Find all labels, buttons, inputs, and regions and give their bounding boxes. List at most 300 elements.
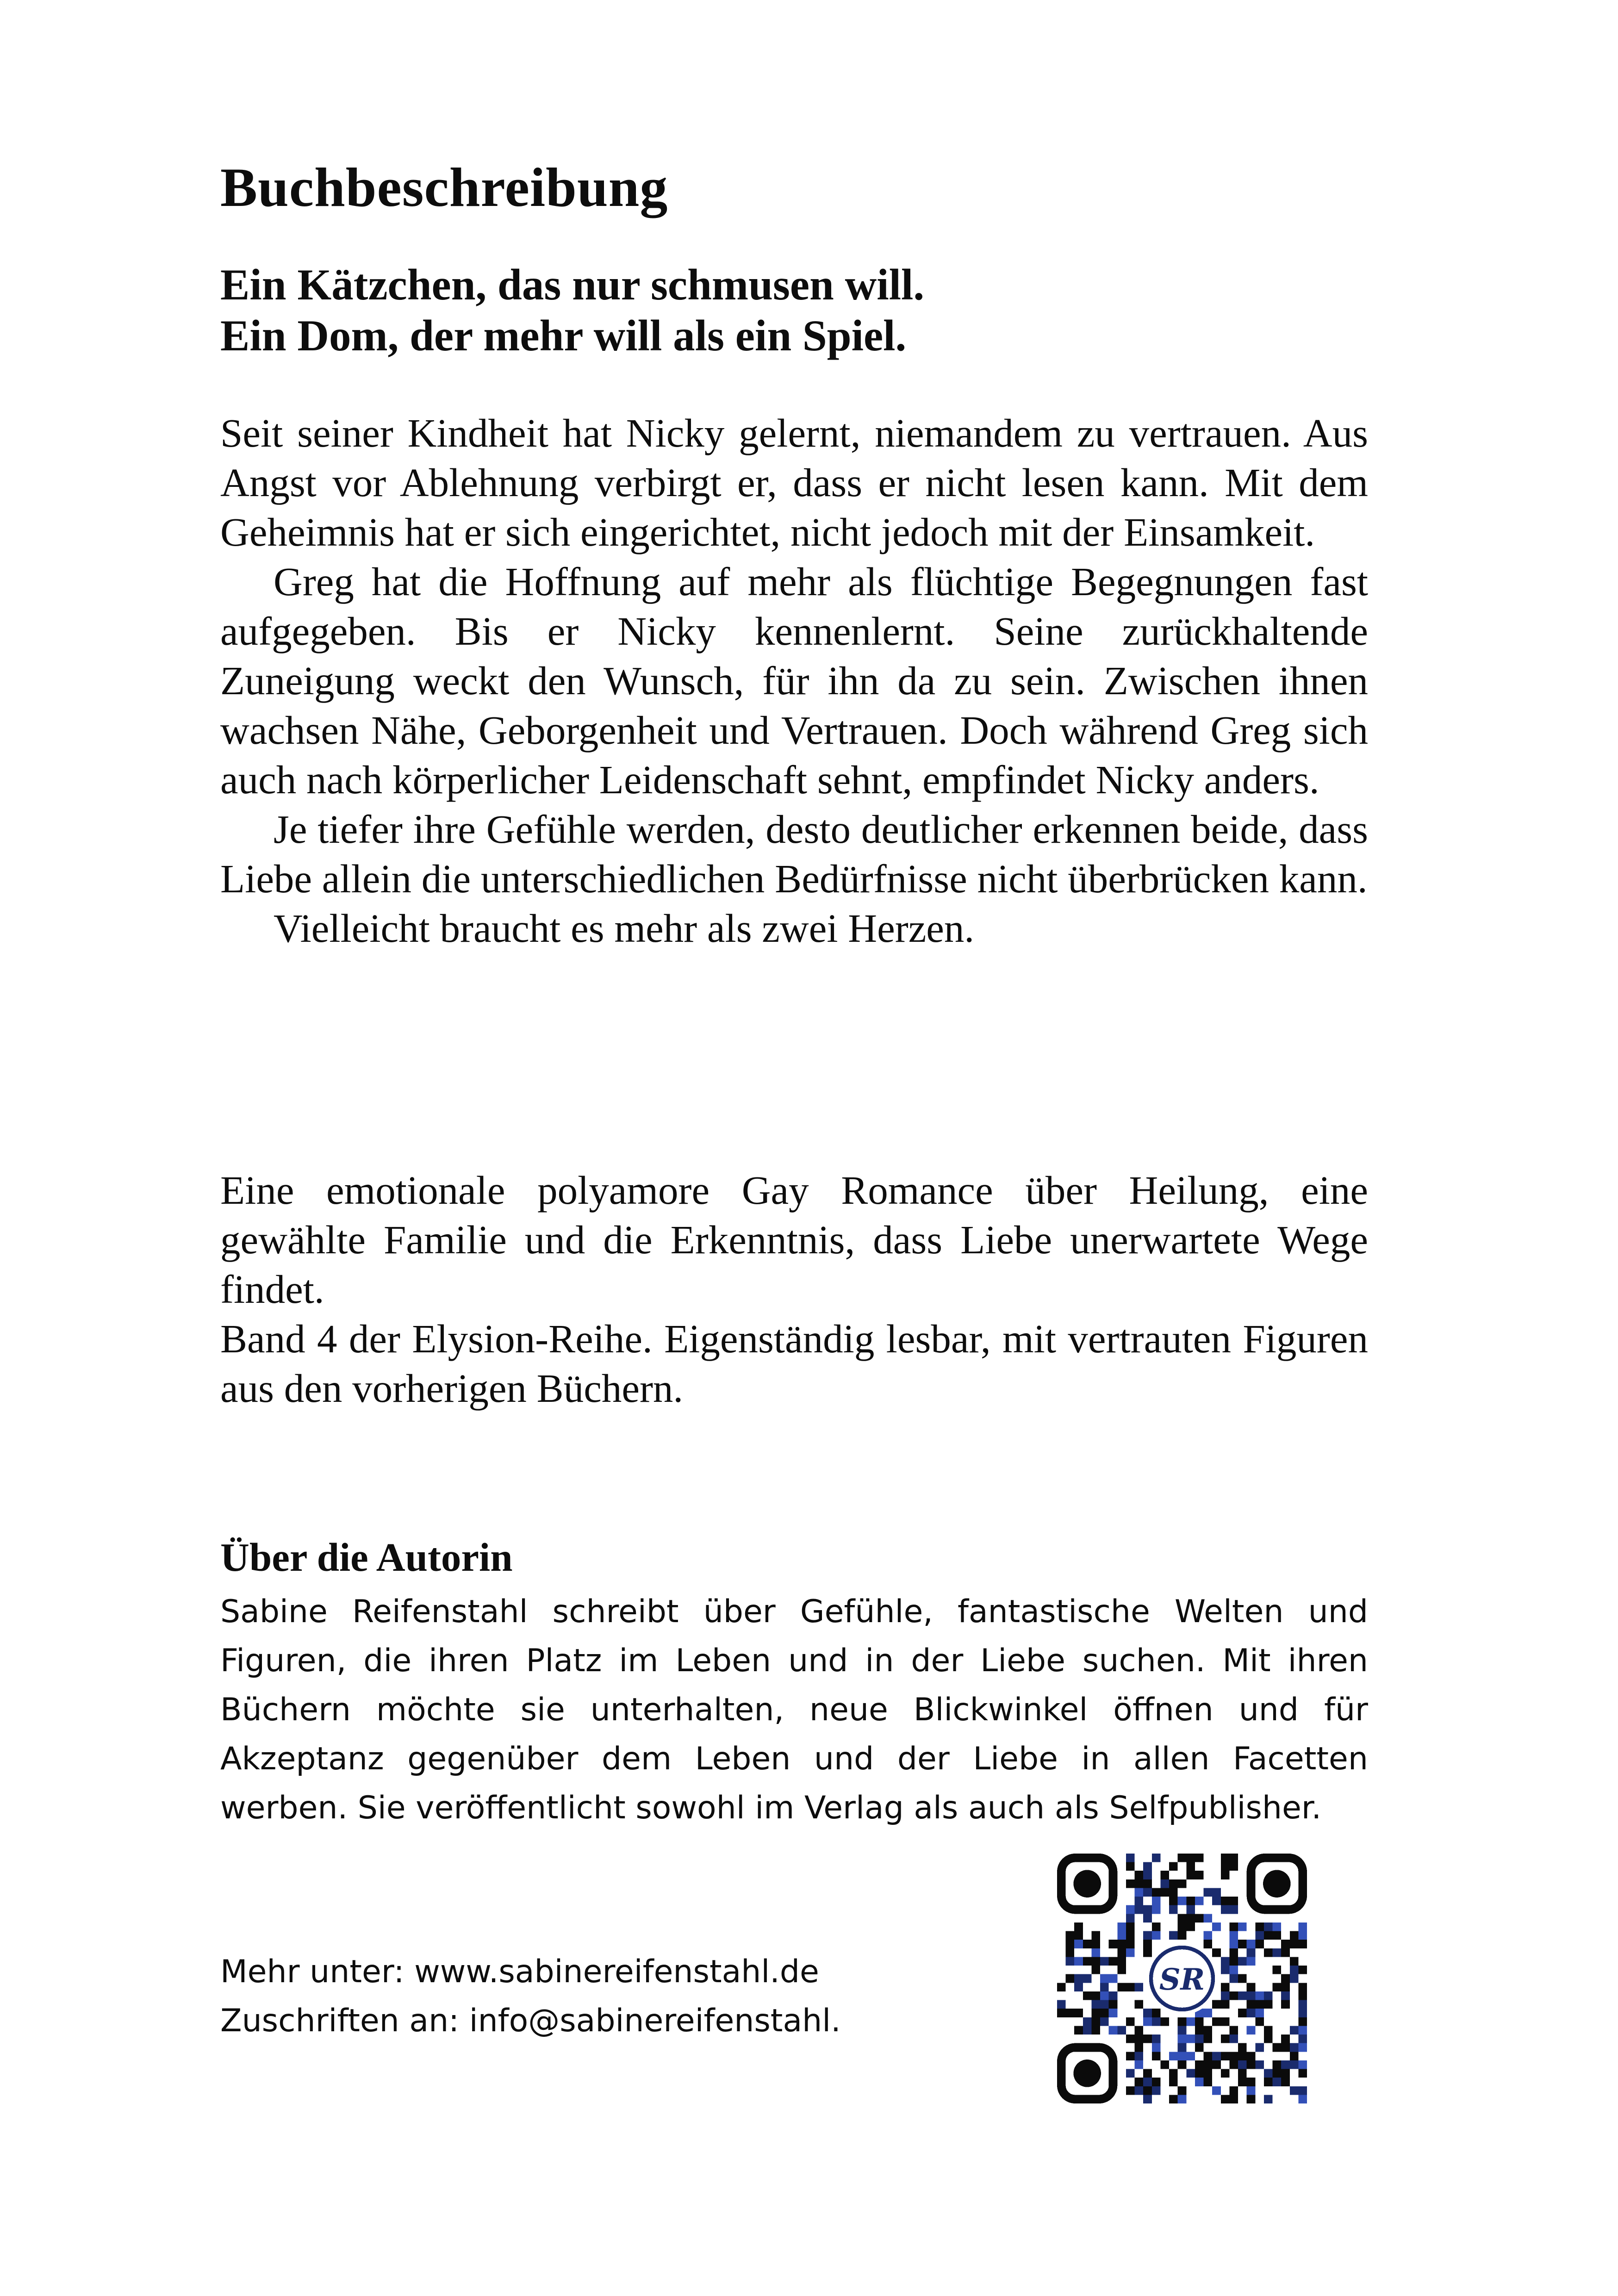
- qr-module: [1143, 1879, 1152, 1888]
- qr-module: [1169, 2052, 1178, 2060]
- qr-module: [1152, 1923, 1161, 1931]
- qr-module: [1238, 1991, 1247, 2000]
- qr-module: [1135, 1871, 1144, 1879]
- qr-module: [1117, 1983, 1126, 1991]
- qr-module: [1143, 2086, 1152, 2095]
- qr-module: [1255, 2009, 1264, 2017]
- qr-module: [1152, 2078, 1161, 2086]
- qr-module: [1255, 2060, 1264, 2069]
- qr-module: [1247, 2086, 1256, 2095]
- email-line: Zuschriften an: info@sabinereifenstahl.: [220, 2003, 841, 2039]
- qr-module: [1109, 1957, 1118, 1966]
- qr-module: [1264, 2095, 1273, 2103]
- qr-module: [1273, 1948, 1282, 1957]
- qr-module: [1247, 2078, 1256, 2086]
- qr-module: [1178, 1931, 1187, 1940]
- qr-module: [1264, 1923, 1273, 1931]
- qr-module: [1135, 2043, 1144, 2052]
- qr-module: [1160, 2017, 1169, 2026]
- qr-module: [1091, 2026, 1100, 2035]
- qr-module: [1178, 1879, 1187, 1888]
- qr-module: [1204, 1931, 1213, 1940]
- qr-module: [1255, 1923, 1264, 1931]
- qr-module: [1169, 2095, 1178, 2103]
- qr-module: [1126, 1862, 1135, 1871]
- qr-module: [1109, 2000, 1118, 2009]
- qr-module: [1195, 2078, 1204, 2086]
- qr-module: [1152, 1897, 1161, 1905]
- qr-module: [1152, 1905, 1161, 1914]
- qr-module: [1178, 2086, 1187, 2095]
- description-paragraph: Seit seiner Kindheit hat Nicky gelernt, niemandem zu vertrauen. Aus Angst vor Ablehnung verbirgt er, dass er nicht lesen kann. Mit dem Geheimnis hat er sich eingerichtet, nicht jedoch mit der Einsamkeit.: [220, 411, 1368, 554]
- qr-module: [1264, 2078, 1273, 2086]
- qr-module: [1186, 2017, 1195, 2026]
- qr-module: [1126, 1905, 1135, 1914]
- qr-module: [1117, 1940, 1126, 1948]
- qr-module: [1221, 1854, 1230, 1862]
- qr-module: [1255, 1931, 1264, 1940]
- qr-module: [1212, 1923, 1221, 1931]
- qr-module: [1273, 1983, 1282, 1991]
- qr-module: [1221, 1871, 1230, 1879]
- qr-module: [1204, 2052, 1213, 2060]
- qr-module: [1091, 1931, 1100, 1940]
- qr-module: [1204, 1914, 1213, 1923]
- qr-module: [1091, 1991, 1100, 2000]
- qr-module: [1221, 1983, 1230, 1991]
- qr-module: [1057, 2009, 1066, 2017]
- tagline-line: Ein Dom, der mehr will als ein Spiel.: [220, 311, 907, 360]
- qr-module: [1100, 2000, 1109, 2009]
- qr-module: [1247, 2000, 1256, 2009]
- qr-module: [1290, 1931, 1299, 1940]
- qr-module: [1083, 2026, 1092, 2035]
- blurb-paragraph: Band 4 der Elysion-Reihe. Eigenständig lesbar, mit vertrauten Figuren aus den vorherigen Büchern.: [220, 1316, 1368, 1411]
- qr-module: [1100, 1957, 1109, 1966]
- qr-module: [1126, 2086, 1135, 2095]
- qr-module: [1100, 1983, 1109, 1991]
- qr-module: [1264, 2000, 1273, 2009]
- qr-module: [1135, 2026, 1144, 2035]
- qr-module: [1152, 2017, 1161, 2026]
- qr-module: [1290, 1957, 1299, 1966]
- qr-module: [1221, 1897, 1230, 1905]
- qr-module: [1135, 2052, 1144, 2060]
- qr-module: [1117, 1966, 1126, 1974]
- qr-module: [1143, 2017, 1152, 2026]
- qr-module: [1238, 1957, 1247, 1966]
- qr-module: [1212, 2060, 1221, 2069]
- qr-module: [1273, 2060, 1282, 2069]
- qr-module: [1109, 1940, 1118, 1948]
- qr-module: [1212, 2052, 1221, 2060]
- qr-module: [1195, 1897, 1204, 1905]
- qr-module: [1238, 2052, 1247, 2060]
- qr-module: [1273, 1931, 1282, 1940]
- qr-module: [1143, 1948, 1152, 1957]
- qr-module: [1264, 2026, 1273, 2035]
- qr-module: [1255, 2017, 1264, 2026]
- page: [220, 0, 1368, 2296]
- qr-module: [1255, 2000, 1264, 2009]
- qr-module: [1178, 2043, 1187, 2052]
- qr-module: [1229, 1966, 1238, 1974]
- qr-module: [1221, 2017, 1230, 2026]
- qr-module: [1126, 1940, 1135, 1948]
- qr-module: [1255, 1940, 1264, 1948]
- qr-module: [1229, 2060, 1238, 2069]
- qr-module: [1152, 1854, 1161, 1862]
- qr-module: [1298, 1966, 1307, 1974]
- qr-module: [1281, 2069, 1290, 2078]
- qr-module: [1229, 1854, 1238, 1862]
- qr-module: [1126, 2052, 1135, 2060]
- qr-module: [1074, 1974, 1083, 1983]
- qr-module: [1229, 1897, 1238, 1905]
- author-heading: Über die Autorin: [220, 1535, 513, 1580]
- qr-module: [1298, 2035, 1307, 2043]
- tagline: [220, 259, 924, 361]
- qr-module: [1204, 2069, 1213, 2078]
- qr-module: [1186, 1862, 1195, 1871]
- qr-module: [1229, 2035, 1238, 2043]
- qr-module: [1178, 1914, 1187, 1923]
- qr-module: [1126, 1983, 1135, 1991]
- qr-module: [1229, 1948, 1238, 1957]
- qr-module: [1066, 1931, 1075, 1940]
- qr-module: [1281, 2035, 1290, 2043]
- qr-module: [1247, 1948, 1256, 1957]
- qr-module: [1298, 1983, 1307, 1991]
- qr-module: [1178, 2060, 1187, 2069]
- qr-module: [1186, 2035, 1195, 2043]
- qr-module: [1152, 2009, 1161, 2017]
- qr-module: [1281, 1940, 1290, 1948]
- qr-module: [1186, 1914, 1195, 1923]
- qr-module: [1273, 2078, 1282, 2086]
- qr-module: [1178, 2035, 1187, 2043]
- qr-module: [1229, 1862, 1238, 1871]
- qr-module: [1126, 1948, 1135, 1957]
- qr-module: [1298, 2086, 1307, 2095]
- qr-module: [1298, 2095, 1307, 2103]
- qr-module: [1160, 1879, 1169, 1888]
- qr-module: [1091, 1948, 1100, 1957]
- qr-module: [1229, 1923, 1238, 1931]
- qr-module: [1152, 2035, 1161, 2043]
- qr-module: [1126, 1914, 1135, 1923]
- qr-module: [1135, 2000, 1144, 2009]
- description-paragraph: Vielleicht braucht es mehr als zwei Herzen.: [274, 906, 975, 951]
- qr-module: [1238, 1940, 1247, 1948]
- qr-module: [1143, 1888, 1152, 1897]
- qr-module: [1135, 1888, 1144, 1897]
- qr-module: [1135, 1879, 1144, 1888]
- qr-module: [1074, 2026, 1083, 2035]
- qr-module: [1143, 1931, 1152, 1940]
- qr-module: [1221, 2035, 1230, 2043]
- qr-module: [1117, 1923, 1126, 1931]
- qr-module: [1126, 2069, 1135, 2078]
- qr-module: [1221, 1862, 1230, 1871]
- qr-module: [1298, 1940, 1307, 1948]
- qr-module: [1298, 2009, 1307, 2017]
- qr-module: [1126, 2017, 1135, 2026]
- qr-module: [1091, 2009, 1100, 2017]
- qr-module: [1247, 2052, 1256, 2060]
- qr-module: [1109, 2009, 1118, 2017]
- qr-module: [1100, 1974, 1109, 1983]
- qr-module: [1273, 1923, 1282, 1931]
- qr-module: [1074, 1940, 1083, 1948]
- qr-module: [1238, 2060, 1247, 2069]
- qr-module: [1152, 2052, 1161, 2060]
- qr-module: [1091, 1957, 1100, 1966]
- qr-module: [1178, 1897, 1187, 1905]
- qr-module: [1204, 2060, 1213, 2069]
- qr-module: [1264, 2069, 1273, 2078]
- qr-module: [1290, 2086, 1299, 2095]
- tagline-line: Ein Kätzchen, das nur schmusen will.: [220, 260, 925, 309]
- qr-module: [1195, 2026, 1204, 2035]
- qr-module: [1135, 2078, 1144, 2086]
- qr-module: [1117, 2026, 1126, 2035]
- qr-module: [1143, 1940, 1152, 1948]
- qr-module: [1186, 2052, 1195, 2060]
- qr-module: [1221, 2052, 1230, 2060]
- book-description: [220, 408, 1368, 953]
- qr-module: [1212, 1948, 1221, 1957]
- qr-module: [1160, 2060, 1169, 2069]
- qr-module: [1091, 1940, 1100, 1948]
- qr-module: [1238, 2043, 1247, 2052]
- qr-module: [1083, 1940, 1092, 1948]
- qr-module: [1186, 1897, 1195, 1905]
- qr-module: [1204, 2009, 1213, 2017]
- qr-module: [1298, 1931, 1307, 1940]
- qr-module: [1229, 1974, 1238, 1983]
- qr-module: [1057, 2000, 1066, 2009]
- qr-module: [1247, 1957, 1256, 1966]
- qr-module: [1281, 1974, 1290, 1983]
- qr-module: [1247, 2095, 1256, 2103]
- qr-module: [1273, 2069, 1282, 2078]
- qr-module: [1221, 2069, 1230, 2078]
- qr-module: [1143, 1905, 1152, 1914]
- qr-module: [1229, 2095, 1238, 2103]
- qr-module: [1178, 2017, 1187, 2026]
- qr-module: [1126, 1923, 1135, 1931]
- qr-module: [1109, 1991, 1118, 2000]
- qr-module: [1247, 1940, 1256, 1948]
- qr-module: [1135, 2086, 1144, 2095]
- qr-module: [1126, 1879, 1135, 1888]
- qr-module: [1298, 1923, 1307, 1931]
- qr-module: [1178, 1854, 1187, 1862]
- qr-module: [1109, 1974, 1118, 1983]
- qr-module: [1298, 2017, 1307, 2026]
- qr-module: [1229, 2026, 1238, 2035]
- qr-module: [1186, 2069, 1195, 2078]
- qr-module: [1186, 1905, 1195, 1914]
- qr-module: [1195, 2069, 1204, 2078]
- qr-module: [1290, 1974, 1299, 1983]
- qr-module: [1264, 1948, 1273, 1957]
- qr-module: [1117, 1957, 1126, 1966]
- qr-module: [1186, 1923, 1195, 1931]
- qr-module: [1152, 1888, 1161, 1897]
- book-blurb: [220, 1165, 1368, 1413]
- qr-module: [1066, 1940, 1075, 1948]
- qr-module: [1281, 2078, 1290, 2086]
- qr-module: [1212, 2017, 1221, 2026]
- qr-module: [1169, 2078, 1178, 2086]
- qr-module: [1100, 1991, 1109, 2000]
- qr-module: [1057, 1983, 1066, 1991]
- qr-module: [1298, 2060, 1307, 2069]
- qr-module: [1143, 2095, 1152, 2103]
- qr-module: [1238, 1974, 1247, 1983]
- qr-module: [1109, 2026, 1118, 2035]
- blurb-paragraph: Eine emotionale polyamore Gay Romance über Heilung, eine gewählte Familie und die Erkenntnis, dass Liebe unerwartete Wege findet.: [220, 1168, 1368, 1312]
- qr-module: [1143, 2035, 1152, 2043]
- qr-module: [1083, 1974, 1092, 1983]
- qr-module: [1169, 2069, 1178, 2078]
- description-paragraph: Je tiefer ihre Gefühle werden, desto deutlicher erkennen beide, dass Liebe allein die unterschiedlichen Bedürfnisse nicht überbrücken kann.: [220, 807, 1368, 901]
- qr-module: [1298, 2000, 1307, 2009]
- qr-module: [1281, 2000, 1290, 2009]
- qr-module: [1195, 2017, 1204, 2026]
- qr-module: [1195, 2060, 1204, 2069]
- qr-module: [1290, 1940, 1299, 1948]
- qr-module: [1143, 2009, 1152, 2017]
- qr-module: [1178, 2052, 1187, 2060]
- qr-module: [1229, 1905, 1238, 1914]
- qr-module: [1100, 2009, 1109, 2017]
- qr-module: [1221, 2000, 1230, 2009]
- qr-module: [1290, 2043, 1299, 2052]
- qr-module: [1247, 1991, 1256, 2000]
- qr-logo-text: SR: [1159, 1962, 1205, 1997]
- qr-module: [1169, 1888, 1178, 1897]
- qr-module: [1195, 2043, 1204, 2052]
- qr-module: [1229, 1957, 1238, 1966]
- qr-module: [1178, 1923, 1187, 1931]
- qr-module: [1264, 1931, 1273, 1940]
- qr-module: [1143, 1871, 1152, 1879]
- qr-module: [1255, 1991, 1264, 2000]
- qr-module: [1247, 1983, 1256, 1991]
- qr-module: [1083, 1957, 1092, 1966]
- qr-module: [1281, 1991, 1290, 2000]
- qr-module: [1117, 1931, 1126, 1940]
- qr-module: [1212, 1897, 1221, 1905]
- qr-module: [1281, 1948, 1290, 1957]
- description-paragraph: Greg hat die Hoffnung auf mehr als flüchtige Begegnungen fast aufgegeben. Bis er Nicky kennenlernt. Seine zurückhaltende Zuneigung weckt den Wunsch, für ihn da zu sein. Zwischen ihnen wachsen Nähe, Geborgenheit und Vertrauen. Doch während Greg sich auch nach körperlicher Leidenschaft sehnt, empfindet Nicky anders.: [220, 559, 1368, 802]
- qr-module: [1229, 1931, 1238, 1940]
- qr-module: [1212, 2000, 1221, 2009]
- qr-module: [1135, 1905, 1144, 1914]
- qr-module: [1126, 1931, 1135, 1940]
- qr-module: [1143, 1914, 1152, 1923]
- qr-module: [1195, 1854, 1204, 1862]
- qr-module: [1195, 2035, 1204, 2043]
- qr-module: [1298, 2043, 1307, 2052]
- qr-module: [1152, 2086, 1161, 2095]
- qr-module: [1083, 2017, 1092, 2026]
- qr-module: [1152, 1931, 1161, 1940]
- qr-module: [1281, 2043, 1290, 2052]
- qr-module: [1204, 2035, 1213, 2043]
- qr-module: [1160, 1888, 1169, 1897]
- qr-module: [1212, 2086, 1221, 2095]
- qr-module: [1273, 1966, 1282, 1974]
- qr-module: [1066, 1948, 1075, 1957]
- qr-module: [1238, 1923, 1247, 1931]
- qr-module: [1169, 1897, 1178, 1905]
- qr-module: [1221, 2095, 1230, 2103]
- qr-module: [1298, 2026, 1307, 2035]
- qr-module: [1212, 1888, 1221, 1897]
- qr-module: [1290, 2060, 1299, 2069]
- qr-module: [1135, 2060, 1144, 2069]
- qr-module: [1229, 1991, 1238, 2000]
- qr-module: [1298, 1991, 1307, 2000]
- qr-module: [1204, 2026, 1213, 2035]
- qr-module: [1178, 2095, 1187, 2103]
- qr-module: [1273, 2043, 1282, 2052]
- qr-module: [1135, 1983, 1144, 1991]
- qr-module: [1221, 1957, 1230, 1966]
- qr-module: [1264, 1991, 1273, 2000]
- qr-module: [1143, 2078, 1152, 2086]
- qr-module: [1204, 1888, 1213, 1897]
- qr-module: [1247, 2026, 1256, 2035]
- qr-module: [1290, 1966, 1299, 1974]
- qr-module: [1169, 1879, 1178, 1888]
- qr-module: [1238, 2078, 1247, 2086]
- qr-module: [1117, 1948, 1126, 1957]
- qr-module: [1160, 1871, 1169, 1879]
- qr-module: [1074, 1931, 1083, 1940]
- qr-module: [1204, 1940, 1213, 1948]
- qr-module: [1091, 1966, 1100, 1974]
- qr-module: [1238, 2009, 1247, 2017]
- qr-module: [1255, 2043, 1264, 2052]
- qr-module: [1229, 2086, 1238, 2095]
- qr-module: [1281, 1983, 1290, 1991]
- qr-module: [1083, 1991, 1092, 2000]
- qr-module: [1195, 1871, 1204, 1879]
- qr-module: [1143, 2069, 1152, 2078]
- qr-module: [1066, 1957, 1075, 1966]
- qr-module: [1074, 1923, 1083, 1931]
- qr-code: [1057, 1854, 1307, 2103]
- qr-module: [1152, 2043, 1161, 2052]
- qr-module: [1247, 2009, 1256, 2017]
- qr-module: [1126, 1854, 1135, 1862]
- qr-module: [1229, 1940, 1238, 1948]
- qr-module: [1221, 1991, 1230, 2000]
- qr-module: [1135, 1897, 1144, 1905]
- website-line: Mehr unter: www.sabinereifenstahl.de: [220, 1954, 819, 1990]
- qr-module: [1229, 2052, 1238, 2060]
- qr-module: [1169, 1905, 1178, 1914]
- page-title: Buchbeschreibung: [220, 156, 668, 218]
- qr-module: [1186, 1854, 1195, 1862]
- qr-module: [1091, 2017, 1100, 2026]
- qr-module: [1066, 2009, 1075, 2017]
